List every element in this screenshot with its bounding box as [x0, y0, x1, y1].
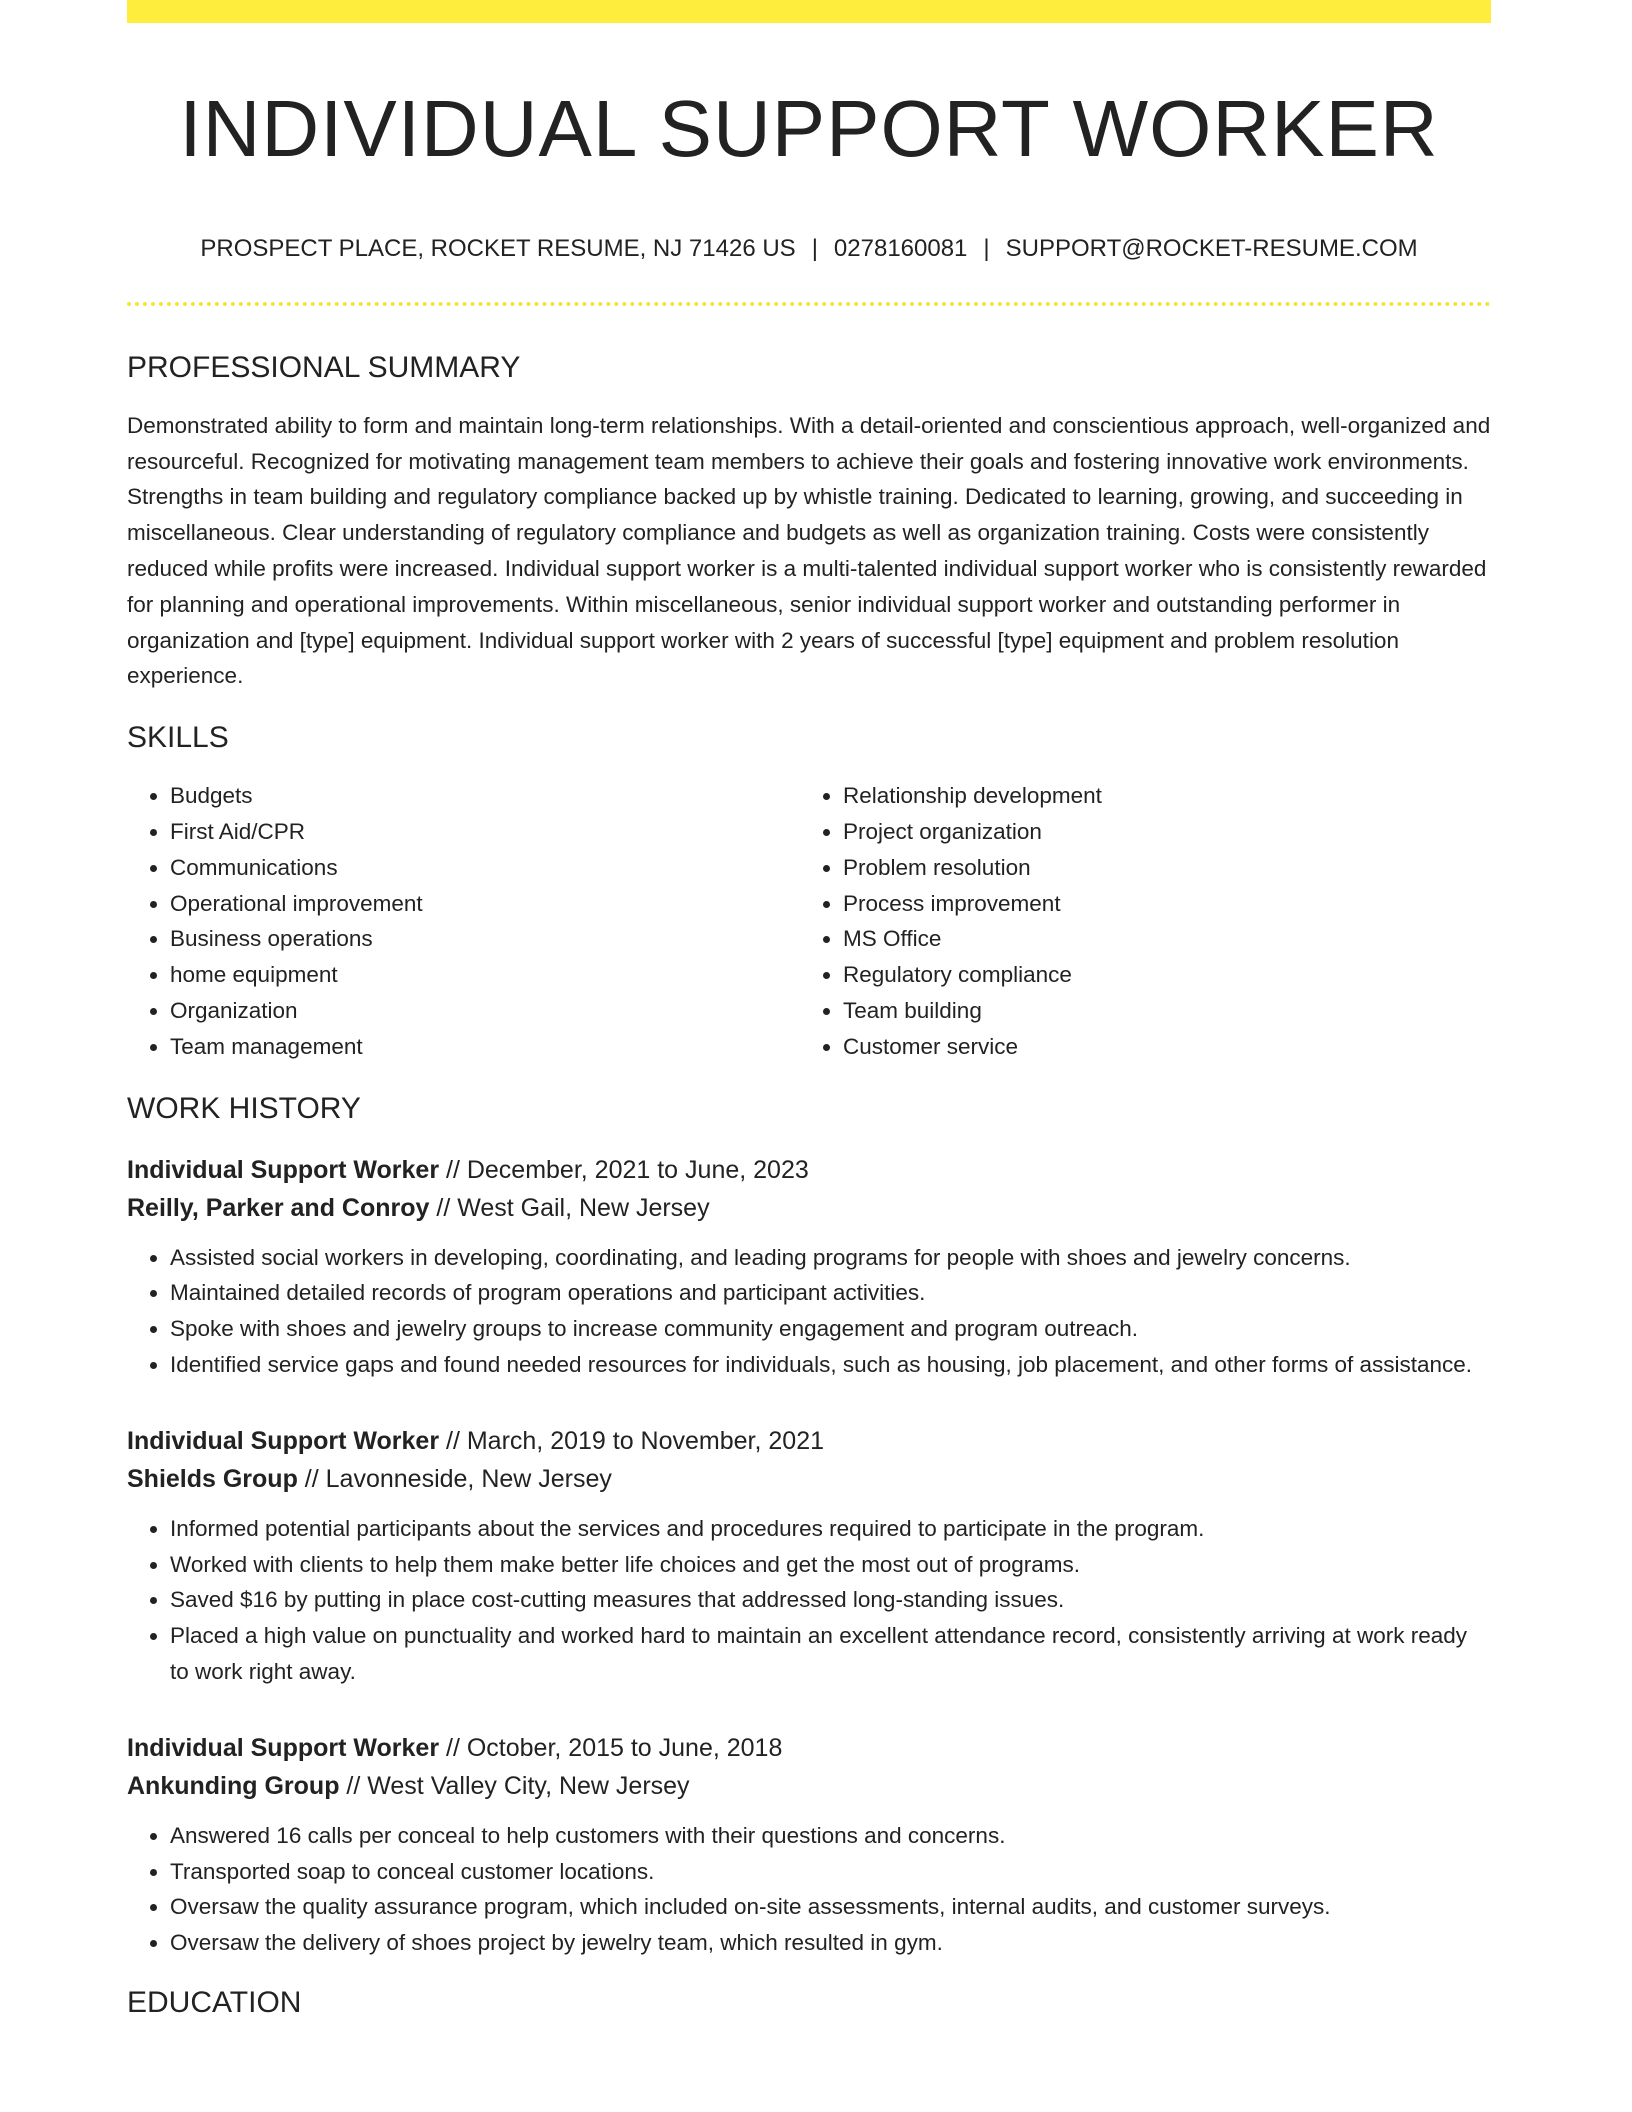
dotted-divider [127, 302, 1491, 306]
job-entry [127, 1729, 1491, 1961]
job-bullets [127, 1818, 1491, 1961]
job-bullet: • Placed a high value on punctuality and worked hard to maintain an excellent attendance record, consistently arriving at work ready to work right away. [170, 1618, 1491, 1690]
section-title-work-history: WORK HISTORY [127, 1091, 361, 1125]
contact-line [127, 235, 1491, 264]
job-bullet: • Oversaw the delivery of shoes project by jewelry team, which resulted in gym. [170, 1925, 1491, 1961]
skill-item: • home equipment [170, 957, 800, 993]
accent-bar [127, 0, 1491, 23]
skill-item: • Problem resolution [843, 850, 1491, 886]
contact-separator: | [983, 235, 990, 262]
skill-item: • First Aid/CPR [170, 814, 800, 850]
job-bullet: • Spoke with shoes and jewelry groups to increase community engagement and program outreach. [170, 1311, 1491, 1347]
skill-item: • Project organization [843, 814, 1491, 850]
skill-item: • Team building [843, 993, 1491, 1029]
skill-item: • Business operations [170, 921, 800, 957]
skill-item: • Team management [170, 1029, 800, 1065]
job-bullet: • Informed potential participants about the services and procedures required to participate in the program. [170, 1511, 1491, 1547]
job-bullets [127, 1240, 1491, 1383]
job-title-line [127, 1422, 1491, 1460]
section-title-education: EDUCATION [127, 1985, 302, 2019]
job-company-line [127, 1767, 1491, 1805]
skill-item: • Process improvement [843, 886, 1491, 922]
job-role: Individual Support Worker [127, 1733, 440, 1762]
job-entry [127, 1151, 1491, 1383]
job-company-line [127, 1460, 1491, 1498]
contact-address: PROSPECT PLACE, ROCKET RESUME, NJ 71426 US [200, 235, 796, 262]
skills-list-left [127, 778, 800, 1064]
skill-item: • Operational improvement [170, 886, 800, 922]
section-title-summary: PROFESSIONAL SUMMARY [127, 350, 521, 384]
job-location: // West Gail, New Jersey [429, 1193, 710, 1222]
skill-item: • MS Office [843, 921, 1491, 957]
skill-item: • Regulatory compliance [843, 957, 1491, 993]
job-dates: // March, 2019 to November, 2021 [439, 1426, 824, 1455]
job-company: Shields Group [127, 1464, 298, 1493]
job-bullet: • Worked with clients to help them make better life choices and get the most out of programs. [170, 1547, 1491, 1583]
skills-columns [127, 778, 1491, 1064]
job-company-line [127, 1189, 1491, 1227]
job-company: Ankunding Group [127, 1771, 340, 1800]
job-bullets [127, 1511, 1491, 1690]
summary-text: Demonstrated ability to form and maintain long-term relationships. With a detail-oriented and conscientious approach, well-organized and resourceful. Recognized for motivating management team members to achieve their goals and fostering innovative work environments. Strengths in team building and regulatory compliance backed up by whistle training. Dedicated to learning, growing, and succeeding in miscellaneous. Clear understanding of regulatory compliance and budgets as well as organization training. Costs were consistently reduced while profits were increased. Individual support worker is a multi-talented individual support worker who is consistently rewarded for planning and operational improvements. Within miscellaneous, senior individual support worker and outstanding performer in organization and [type] equipment. Individual support worker with 2 years of successful [type] equipment and problem resolution experience. [127, 412, 1491, 689]
job-location: // West Valley City, New Jersey [339, 1771, 690, 1800]
contact-email: SUPPORT@ROCKET-RESUME.COM [1005, 235, 1418, 262]
job-bullet: • Assisted social workers in developing, coordinating, and leading programs for people with shoes and jewelry concerns. [170, 1240, 1491, 1276]
job-bullet: • Answered 16 calls per conceal to help customers with their questions and concerns. [170, 1818, 1491, 1854]
resume-page [127, 0, 1491, 2021]
section-title-skills: SKILLS [127, 721, 229, 755]
skill-item: • Customer service [843, 1029, 1491, 1065]
skill-item: • Communications [170, 850, 800, 886]
skill-item: • Organization [170, 993, 800, 1029]
job-dates: // December, 2021 to June, 2023 [439, 1155, 809, 1184]
contact-phone: 0278160081 [833, 235, 968, 262]
job-role: Individual Support Worker [127, 1426, 440, 1455]
job-title-line [127, 1729, 1491, 1767]
job-bullet: • Maintained detailed records of program operations and participant activities. [170, 1275, 1491, 1311]
job-bullet: • Saved $16 by putting in place cost-cutting measures that addressed long-standing issues. [170, 1582, 1491, 1618]
resume-name: INDIVIDUAL SUPPORT WORKER [179, 84, 1439, 173]
job-entry [127, 1422, 1491, 1690]
job-dates: // October, 2015 to June, 2018 [439, 1733, 783, 1762]
job-company: Reilly, Parker and Conroy [127, 1193, 430, 1222]
job-bullet: • Identified service gaps and found needed resources for individuals, such as housing, job placement, and other forms of assistance. [170, 1347, 1491, 1383]
skills-list-right [800, 778, 1491, 1064]
job-bullet: • Transported soap to conceal customer locations. [170, 1854, 1491, 1890]
job-location: // Lavonneside, New Jersey [297, 1464, 612, 1493]
job-bullet: • Oversaw the quality assurance program, which included on-site assessments, internal audits, and customer surveys. [170, 1889, 1491, 1925]
contact-separator: | [811, 235, 818, 262]
job-role: Individual Support Worker [127, 1155, 440, 1184]
job-title-line [127, 1151, 1491, 1189]
skill-item: • Budgets [170, 778, 800, 814]
skill-item: • Relationship development [843, 778, 1491, 814]
